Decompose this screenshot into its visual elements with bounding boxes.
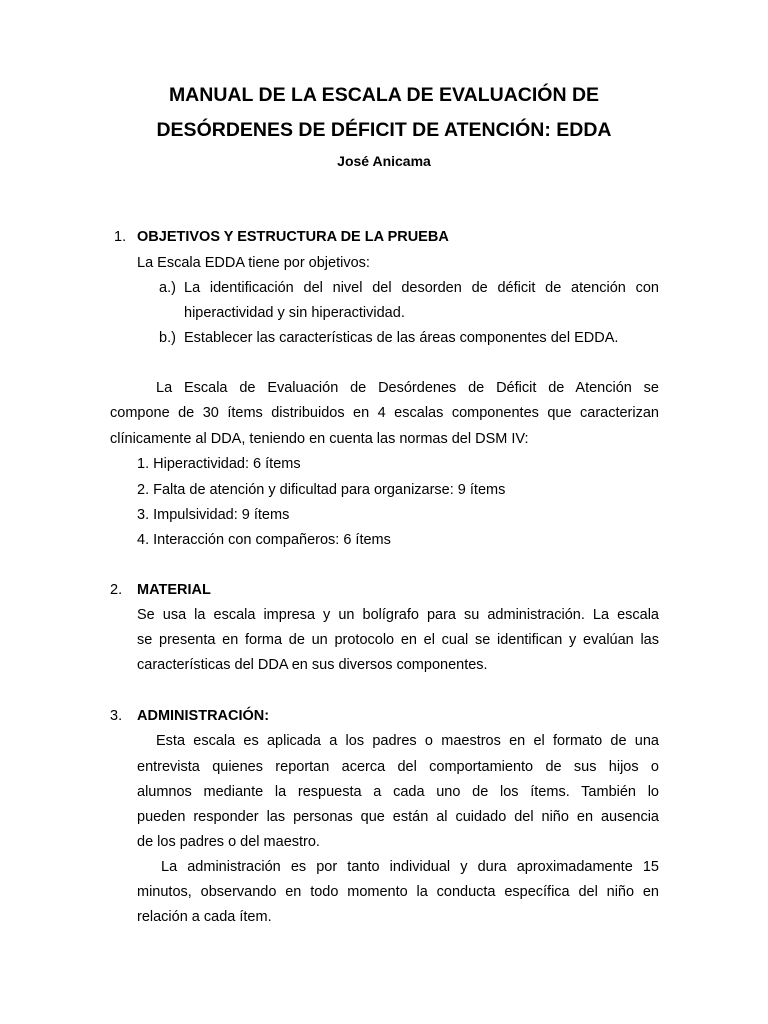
objective-a-line-1 [184,280,659,296]
admin-text: entrevista quienes reportan acerca del comportamiento de sus hijos o [137,759,659,775]
paragraph-line-2 [110,405,659,421]
scale-list-item: 1. Hiperactividad: 6 ítems [137,456,301,472]
admin-p2-line-2 [137,884,659,900]
section-number: 3. [110,708,123,724]
objectives-intro: La Escala EDDA tiene por objetivos: [137,255,370,271]
paragraph-text: compone de 30 ítems distribuidos en 4 escalas componentes que caracterizan [110,405,659,421]
objective-a-text: La identificación del nivel del desorden de déficit de atención con [184,280,659,296]
scale-list-item: 3. Impulsividad: 9 ítems [137,507,290,523]
author-name: José Anicama [337,153,431,169]
objective-b-text: Establecer las características de las áreas componentes del EDDA. [184,330,619,346]
section-number: 2. [110,582,123,598]
admin-text: pueden responder las personas que están al cuidado del niño en ausencia [137,809,659,825]
objective-a-line-2: hiperactividad y sin hiperactividad. [184,305,405,321]
section-heading: MATERIAL [137,582,211,598]
section-heading: ADMINISTRACIÓN: [137,708,270,724]
admin-text: La administración es por tanto individual y dura aproximadamente 15 [161,859,659,875]
section-number: 1. [114,229,127,245]
document-title-line-2: DESÓRDENES DE DÉFICIT DE ATENCIÓN: EDDA [156,119,612,141]
objective-b-marker: b.) [159,330,176,346]
paragraph-text: La Escala de Evaluación de Desórdenes de Déficit de Atención se [156,380,659,396]
material-text: se presenta en forma de un protocolo en el cual se identifican y evalúan las [137,632,659,648]
admin-text: Esta escala es aplicada a los padres o maestros en el formato de una [156,733,659,749]
admin-p2-line-1 [137,859,659,875]
objective-a-marker: a.) [159,280,176,296]
admin-text: minutos, observando en todo momento la conducta específica del niño en [137,884,659,900]
material-line-3: características del DDA en sus diversos componentes. [137,657,488,673]
scale-list-item: 4. Interacción con compañeros: 6 ítems [137,532,391,548]
scale-list-item: 2. Falta de atención y dificultad para organizarse: 9 ítems [137,482,506,498]
material-text: Se usa la escala impresa y un bolígrafo para su administración. La escala [137,607,659,623]
admin-p1-line-1 [137,733,659,749]
paragraph-line-1 [110,380,659,396]
material-line-1 [137,607,659,623]
material-line-2 [137,632,659,648]
admin-p1-line-3 [137,784,659,800]
admin-p1-line-4 [137,809,659,825]
paragraph-line-3: clínicamente al DDA, teniendo en cuenta las normas del DSM IV: [110,431,529,447]
admin-text: alumnos mediante la respuesta a cada uno de los ítems. También lo [137,784,659,800]
section-heading: OBJETIVOS Y ESTRUCTURA DE LA PRUEBA [137,229,449,245]
document-title-line-1: MANUAL DE LA ESCALA DE EVALUACIÓN DE [168,84,600,106]
admin-p2-line-3: relación a cada ítem. [137,909,272,925]
admin-p1-line-5: de los padres o del maestro. [137,834,320,850]
admin-p1-line-2 [137,759,659,775]
